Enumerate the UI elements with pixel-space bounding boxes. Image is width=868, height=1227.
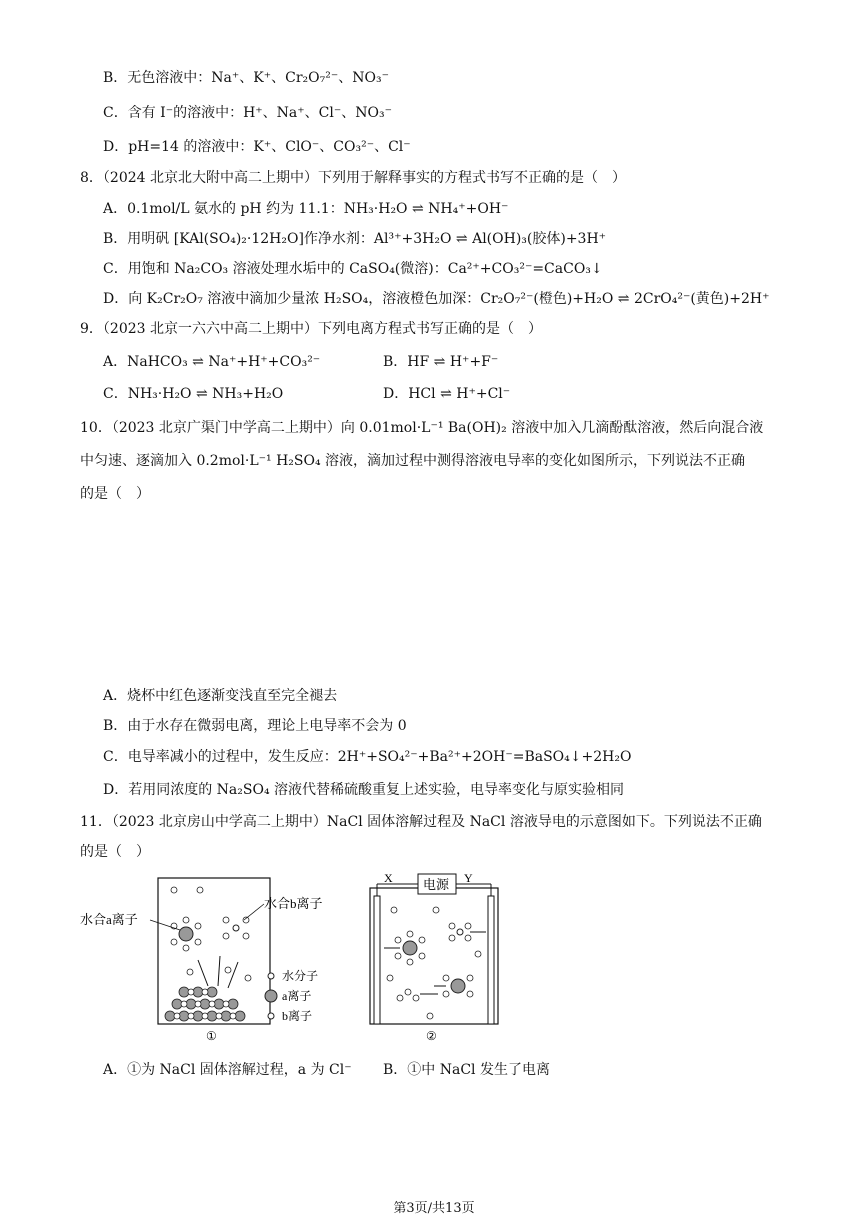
- panel-1-label: ①: [206, 1029, 217, 1043]
- question-10-line3: 的是（ ）: [80, 486, 150, 502]
- label-b-ion: b离子: [282, 1009, 313, 1023]
- option-8d: D．向 K₂Cr₂O₇ 溶液中滴加少量浓 H₂SO₄，溶液橙色加深：Cr₂O₇²⁻(橙色)+H₂O ⇌ 2CrO₄²⁻(黄色)+2H⁺: [103, 291, 770, 307]
- option-7b: B．无色溶液中：Na⁺、K⁺、Cr₂O₇²⁻、NO₃⁻: [103, 70, 389, 86]
- option-9a: A．NaHCO₃ ⇌ Na⁺+H⁺+CO₃²⁻: [103, 354, 321, 370]
- option-11b: B．①中 NaCl 发生了电离: [383, 1062, 550, 1078]
- label-water: 水分子: [282, 969, 319, 983]
- option-9d: D．HCl ⇌ H⁺+Cl⁻: [383, 386, 511, 402]
- option-9b: B．HF ⇌ H⁺+F⁻: [383, 354, 499, 370]
- page-footer: 第3页/共13页: [393, 1201, 475, 1216]
- option-10c: C．电导率减小的过程中，发生反应：2H⁺+SO₄²⁻+Ba²⁺+2OH⁻=BaSO₄↓+2H₂O: [103, 749, 632, 765]
- electrode-x-label: X: [384, 871, 393, 885]
- option-10b: B．由于水存在微弱电离，理论上电导率不会为 0: [103, 718, 407, 734]
- question-11-line2: 的是（ ）: [80, 844, 150, 860]
- option-7d: D．pH=14 的溶液中：K⁺、ClO⁻、CO₃²⁻、Cl⁻: [103, 139, 411, 155]
- label-a-ion: a离子: [282, 989, 312, 1003]
- nacl-figure: [78, 866, 508, 1046]
- power-source-label: 电源: [423, 877, 450, 892]
- option-7c: C．含有 I⁻的溶液中：H⁺、Na⁺、Cl⁻、NO₃⁻: [103, 105, 392, 121]
- option-8a: A．0.1mol/L 氨水的 pH 约为 11.1：NH₃·H₂O ⇌ NH₄⁺+OH⁻: [103, 201, 509, 217]
- option-11a: A．①为 NaCl 固体溶解过程，a 为 Cl⁻: [103, 1062, 352, 1078]
- option-9c: C．NH₃·H₂O ⇌ NH₃+H₂O: [103, 386, 284, 402]
- question-10-line2: 中匀速、逐滴加入 0.2mol·L⁻¹ H₂SO₄ 溶液，滴加过程中测得溶液电导率的变化如图所示，下列说法不正确: [80, 453, 746, 469]
- option-8b: B．用明矾 [KAl(SO₄)₂·12H₂O]作净水剂：Al³⁺+3H₂O ⇌ Al(OH)₃(胶体)+3H⁺: [103, 231, 607, 247]
- question-9: 9．（2023 北京一六六中高二上期中）下列电离方程式书写正确的是（ ）: [80, 321, 542, 337]
- option-10d: D．若用同浓度的 Na₂SO₄ 溶液代替稀硫酸重复上述实验，电导率变化与原实验相同: [103, 782, 625, 798]
- option-10a: A．烧杯中红色逐渐变浅直至完全褪去: [103, 688, 338, 704]
- question-10-line1: 10．（2023 北京广渠门中学高二上期中）向 0.01mol·L⁻¹ Ba(OH)₂ 溶液中加入几滴酚酞溶液，然后向混合液: [80, 420, 764, 436]
- question-8: 8．（2024 北京北大附中高二上期中）下列用于解释事实的方程式书写不正确的是（ ）: [80, 170, 626, 186]
- panel-2-label: ②: [426, 1029, 437, 1043]
- label-hydrated-a: 水合a离子: [80, 912, 138, 927]
- question-11-line1: 11．（2023 北京房山中学高二上期中）NaCl 固体溶解过程及 NaCl 溶液导电的示意图如下。下列说法不正确: [80, 814, 762, 830]
- label-hydrated-b: 水合b离子: [264, 896, 323, 911]
- electrode-y-label: Y: [464, 871, 473, 885]
- option-8c: C．用饱和 Na₂CO₃ 溶液处理水垢中的 CaSO₄(微溶)：Ca²⁺+CO₃²⁻=CaCO₃↓: [103, 261, 603, 277]
- panel-1-beaker: [158, 878, 270, 1043]
- panel-2-electrolysis: [370, 871, 498, 1043]
